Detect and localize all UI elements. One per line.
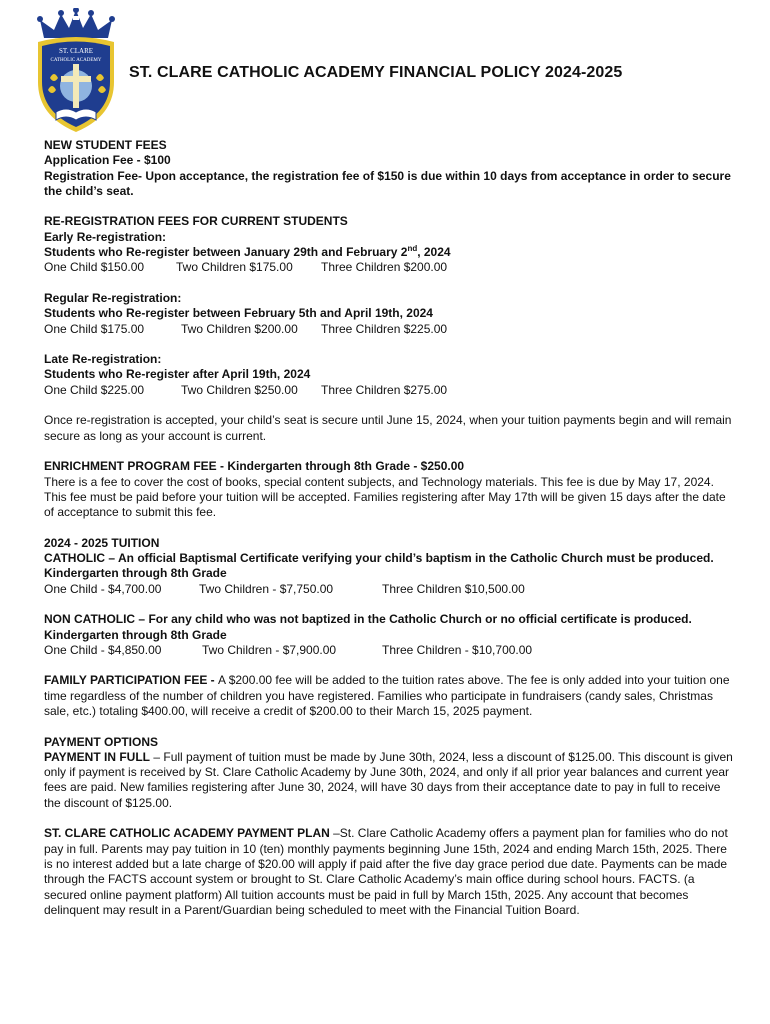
payment-heading: PAYMENT OPTIONS xyxy=(44,734,159,749)
tuition-heading: 2024 - 2025 TUITION xyxy=(44,535,160,550)
early-prices xyxy=(44,260,734,275)
enrichment-body: There is a fee to cover the cost of books, special content subjects, and Technology materials. This fee is due by May 17, 2024. This fee must be paid before your tuition will be accepted. Families registering after May 17th will be given 15 days after the date of acceptance to submit this fee. xyxy=(44,474,726,520)
payment-plan-body: –St. Clare Catholic Academy offers a payment plan for families who do not pay in full. Parents may pay tuition in 10 (ten) monthly payments beginning June 15th, 2024 and ending March 15th, 2025. There is no interest added but a late charge of $20.00 will apply if paid after the five day grace period due date. Payments can be made through the FACTS account system or brought to St. Clare Catholic Academy’s main office during school hours. FACTS. (a secured online payment platform) All tuition accounts must be paid in full by March 15th, 2025. Any account that becomes delinquent may result in a Parent/Guardian being scheduled to meet with the Financial Tuition Board. xyxy=(44,826,728,917)
non-catholic-grades: Kindergarten through 8th Grade xyxy=(44,627,227,642)
early-one-child: One Child $150.00 xyxy=(44,260,145,275)
late-window: Students who Re-register after April 19th, 2024 xyxy=(44,367,311,382)
non-catholic-three-children: Three Children - $10,700.00 xyxy=(382,642,533,657)
payment-full-section xyxy=(44,735,734,811)
logo-text-sub: CATHOLIC ACADEMY xyxy=(50,58,102,63)
catholic-prices xyxy=(44,582,734,597)
catholic-grades: Kindergarten through 8th Grade xyxy=(44,566,227,581)
school-logo xyxy=(30,8,122,134)
payment-full-body: – Full payment of tuition must be made by June 30th, 2024, less a discount of $125.00. This discount is given only if payment is received by St. Clare Catholic Academy by June 30th, 2024, and only if all prior year balances and current year fees are paid. New families registering after June 30, 2024, will have 30 days from their acceptance date to pay in full to receive the discount of $125.00. xyxy=(44,749,733,810)
rereg-note: Once re-registration is accepted, your child’s seat is secure until June 15, 2024, when your tuition payments begin and will remain secure as long as your account is current. xyxy=(44,413,732,443)
early-window-sup: nd xyxy=(407,244,418,254)
enrichment-section xyxy=(44,459,734,520)
tuition-catholic-section xyxy=(44,536,734,597)
non-catholic-heading: NON CATHOLIC – For any child who was not baptized in the Catholic Church or no official certificate is produced. xyxy=(44,612,692,627)
tuition-non-catholic-section xyxy=(44,612,734,658)
family-fee-body: A $200.00 fee will be added to the tuition rates above. The fee is only added into your tuition one time regardless of the number of children you have registered. Families who participate in fundraisers (candy sales, Christmas sale, etc.) totaling $400.00, will receive a credit of $200.00 to their March 15, 2025 payment. xyxy=(44,673,730,718)
catholic-two-children: Two Children - $7,750.00 xyxy=(199,581,334,596)
policy-body xyxy=(44,138,734,933)
early-window-year: , 2024 xyxy=(417,245,451,260)
page-title: ST. CLARE CATHOLIC ACADEMY FINANCIAL POLICY 2024-2025 xyxy=(129,64,623,81)
payment-plan-section xyxy=(44,826,734,918)
late-one-child: One Child $225.00 xyxy=(44,382,145,397)
non-catholic-one-child: One Child - $4,850.00 xyxy=(44,642,162,657)
early-three-children: Three Children $200.00 xyxy=(321,260,448,275)
early-window-text: Students who Re-register between January 29th and February 2 xyxy=(44,245,408,260)
logo-text-top: ST. CLARE xyxy=(58,47,94,55)
family-fee-label: FAMILY PARTICIPATION FEE - xyxy=(44,673,219,688)
family-fee-section xyxy=(44,673,734,719)
regular-one-child: One Child $175.00 xyxy=(44,321,145,336)
regular-prices xyxy=(44,322,734,337)
late-two-children: Two Children $250.00 xyxy=(181,382,298,397)
regular-window: Students who Re-register between February 5th and April 19th, 2024 xyxy=(44,306,433,321)
non-catholic-prices xyxy=(44,643,734,658)
catholic-three-children: Three Children $10,500.00 xyxy=(382,581,525,596)
crown-icon xyxy=(37,8,115,38)
rereg-heading: RE-REGISTRATION FEES FOR CURRENT STUDENTS xyxy=(44,214,348,229)
new-student-heading: NEW STUDENT FEES xyxy=(44,138,167,152)
late-prices xyxy=(44,383,734,398)
non-catholic-two-children: Two Children - $7,900.00 xyxy=(202,642,337,657)
enrichment-heading: ENRICHMENT PROGRAM FEE - Kindergarten through 8th Grade - $250.00 xyxy=(44,459,465,474)
payment-plan-label: ST. CLARE CATHOLIC ACADEMY PAYMENT PLAN xyxy=(44,826,330,841)
payment-full xyxy=(44,750,734,811)
early-two-children: Two Children $175.00 xyxy=(176,260,293,275)
new-student-section xyxy=(44,138,734,199)
application-fee: Application Fee - $100 xyxy=(44,153,171,168)
regular-three-children: Three Children $225.00 xyxy=(321,321,448,336)
catholic-one-child: One Child - $4,700.00 xyxy=(44,581,162,596)
early-window xyxy=(44,245,734,260)
late-label: Late Re-registration: xyxy=(44,352,162,367)
catholic-heading: CATHOLIC – An official Baptismal Certificate verifying your child’s baptism in the Catholic Church must be produced. xyxy=(44,551,714,566)
registration-fee: Registration Fee- Upon acceptance, the registration fee of $150 is due within 10 days from acceptance in order to secure the child’s seat. xyxy=(44,168,731,198)
rereg-regular-section xyxy=(44,291,734,337)
rereg-late-section xyxy=(44,352,734,398)
regular-two-children: Two Children $200.00 xyxy=(181,321,298,336)
regular-label: Regular Re-registration: xyxy=(44,290,182,305)
early-label: Early Re-registration: xyxy=(44,229,167,244)
rereg-early-section xyxy=(44,214,734,275)
payment-full-label: PAYMENT IN FULL xyxy=(44,749,151,764)
late-three-children: Three Children $275.00 xyxy=(321,382,448,397)
